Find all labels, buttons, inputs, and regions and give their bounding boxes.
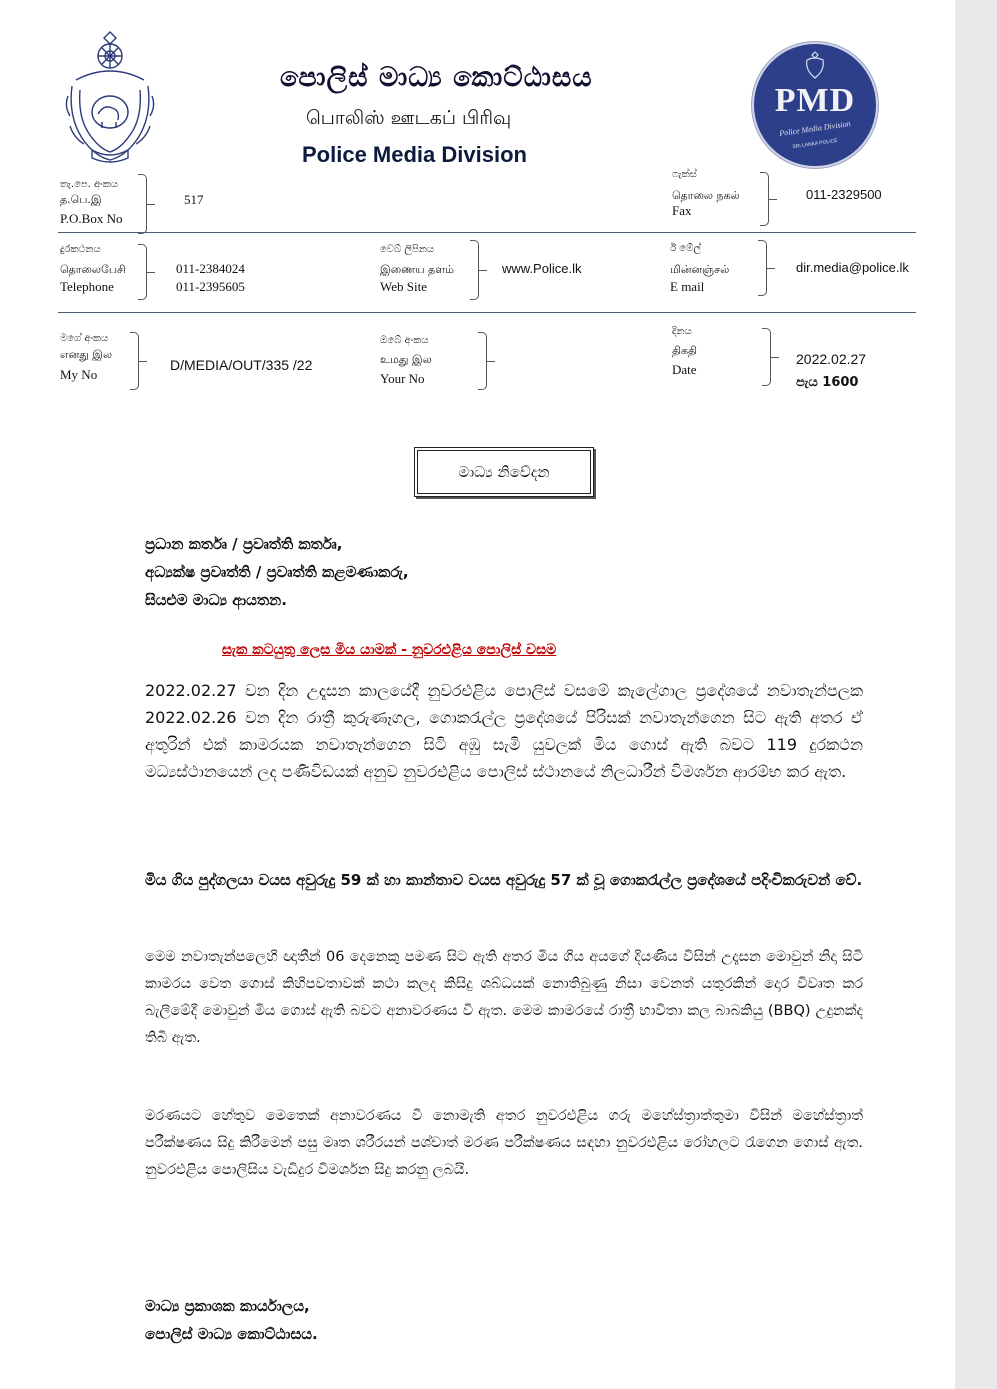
website-label-ta: இணைய தளம் xyxy=(380,263,454,276)
fax-brace xyxy=(760,172,769,226)
title-english: Police Media Division xyxy=(302,142,527,167)
email-brace xyxy=(758,240,767,296)
website-label-en: Web Site xyxy=(380,279,427,294)
recipient-line: අධ්‍යක්ෂ ප්‍රවෘත්ති / ප්‍රවෘත්ති කළමණාකරු, xyxy=(145,563,409,581)
recipient-line: සියළුම මාධ්‍ය ආයතන. xyxy=(145,591,287,609)
yourno-label-si: ඔබේ අංකය xyxy=(380,335,429,346)
telephone-label-ta: தொலைபேசி xyxy=(60,263,126,276)
body-paragraph-3: මෙම නවාතැන්පලෙහි ඥාතීන් 06 දෙනෙකු පමණ සිට ඇති අතර මිය ගිය අයගේ දියණිය විසින් උදෑසන මොවුන් නිදා සිටි කාමරය වෙත ගොස් කිහිපවතාවක් කථා කලද කිසිදු ශබ්ධයක් නොතිබුණු නිසා වෙනත් යතුරකින් දොර විවෘත කර බැලීමේදී මොවුන් මිය ගොස් ඇති බවට අනාවරණය වී ඇත. මෙම කාමරයේ රාත්‍රී භාවිතා කල බාබකියු (BBQ) උදුනක්ද තිබී ඇත. xyxy=(145,949,863,1046)
email-label-si: ඊ මේල් xyxy=(670,243,701,254)
pobox-value: 517 xyxy=(184,192,204,207)
title-sinhala: පොලිස් මාධ්‍ය කොට්ඨාසය xyxy=(280,62,593,93)
website-brace xyxy=(470,240,479,300)
signature-block xyxy=(145,1292,318,1348)
pobox-label-ta: த.பெ.இ xyxy=(60,193,102,206)
telephone-value-2: 011-2395605 xyxy=(176,279,245,294)
fax-label-ta: தொலை நகல் xyxy=(672,189,740,202)
body-paragraph-2: මිය ගිය පුද්ගලයා වයස අවුරුදු 59 ක් හා කාන්තාව වයස අවුරුදු 57 ක් වූ ගොකරැල්ල ප්‍රදේශයේ පදිංචිකරුවන් වේ. xyxy=(145,871,863,889)
pmd-logo xyxy=(752,42,878,168)
pmd-logo-subtext: Police Media Division xyxy=(778,119,852,138)
signature-line: පොලිස් මාධ්‍ය කොට්ඨාසය. xyxy=(145,1325,318,1343)
divider-line-2 xyxy=(58,312,916,313)
myno-label-ta: எனது இல xyxy=(60,348,113,361)
date-label-en: Date xyxy=(672,362,697,377)
body-paragraph-4: මරණයට හේතුව මෙතෙක් අනාවරණය වී නොමැති අතර නුවරඑළිය ගරු මහේස්ත්‍රාත්තුමා විසින් මහේස්ත්‍රාත් පරීක්ෂණය සිදු කිරීමෙන් පසු මෘත ශරීරයන් පශ්චාත් මරණ පරීක්ෂණය සඳහා නුවරඑළිය රෝහලට රැගෙන ගොස් ඇත. නුවරඑළිය පොලිසිය වැඩිදුර විමර්ශන සිදු කරනු ලබයි. xyxy=(145,1108,863,1178)
recipients-block xyxy=(145,530,409,614)
fax-label-si: ෆැක්ස් xyxy=(672,169,697,180)
telephone-label-si: දුරකථනය xyxy=(60,244,101,255)
time-value: පැය 1600 xyxy=(796,375,859,390)
email-label-en: E mail xyxy=(670,279,705,294)
pobox-brace xyxy=(138,174,147,234)
yourno-brace xyxy=(478,332,487,390)
pmd-logo-text: PMD xyxy=(774,82,856,119)
body-paragraph-1: 2022.02.27 වන දින උදෑසන කාලයේදී නුවරඑළිය පොලිස් වසමේ කැලේගාල ප්‍රදේශයේ නවාතැන්පලක 2022.02.26 වන දින රාත්‍රී කුරුණෑගල, ගොකරැල්ල ප්‍රදේශයේ පිරිසක් නවාතැන්ගෙන සිට ඇති අතර ඒ අතුරින් එක් කාමරයක නවාතැන්ගෙන සිටි අඹු සැමි යුවලක් මිය ගොස් ඇති බවට 119 දුරකථන මධ්‍යස්ථානයෙන් ලද පණිවිඩයක් අනුව නුවරඑළිය පොලිස් ස්ථානයේ නිලධාරීන් විමර්ශන ආරම්භ කර ඇත. xyxy=(145,681,863,781)
police-crest-icon xyxy=(62,26,158,166)
title-tamil: பொலிஸ் ஊடகப் பிரிவு xyxy=(306,107,512,129)
website-value: www.Police.lk xyxy=(502,261,582,276)
pmd-crest-icon xyxy=(801,50,829,80)
recipient-line: ප්‍රධාන කර්තෘ / ප්‍රවෘත්ති කර්තෘ, xyxy=(145,535,343,553)
yourno-label-ta: உமது இல xyxy=(380,353,432,366)
website-label-si: වෙබ් ලිපිනය xyxy=(380,244,435,255)
email-label-ta: மின்னஞ்சல் xyxy=(670,263,730,276)
pobox-label-en: P.O.Box No xyxy=(60,211,123,226)
subject-heading: සැක කටයුතු ලෙස මිය යාමක් - නුවරඑළිය පොලිස් වසම xyxy=(222,642,557,658)
myno-label-si: මගේ අංකය xyxy=(60,333,109,344)
date-value: 2022.02.27 xyxy=(796,351,867,367)
telephone-label-en: Telephone xyxy=(60,279,114,294)
myno-brace xyxy=(130,332,139,390)
date-label-si: දිනය xyxy=(672,326,692,337)
telephone-value-1: 011-2384024 xyxy=(176,261,245,276)
divider-line-1 xyxy=(58,232,916,233)
pobox-label-si: තැ.පෙ. අංකය xyxy=(60,179,119,190)
notice-title: මාධ්‍ය නිවේදන xyxy=(417,450,591,494)
pmd-logo-subtext2: SRI LANKA POLICE xyxy=(792,137,838,151)
myno-label-en: My No xyxy=(60,367,98,382)
email-value: dir.media@police.lk xyxy=(796,260,909,275)
date-brace xyxy=(762,328,771,386)
fax-label-en: Fax xyxy=(672,203,692,218)
myno-value: D/MEDIA/OUT/335 /22 xyxy=(170,357,313,373)
fax-value: 011-2329500 xyxy=(806,187,882,202)
yourno-label-en: Your No xyxy=(380,371,425,386)
telephone-brace xyxy=(138,244,147,300)
date-label-ta: திகதி xyxy=(672,344,698,357)
notice-title-box xyxy=(414,447,594,497)
signature-line: මාධ්‍ය ප්‍රකාශක කාර්යාලය, xyxy=(145,1297,310,1315)
